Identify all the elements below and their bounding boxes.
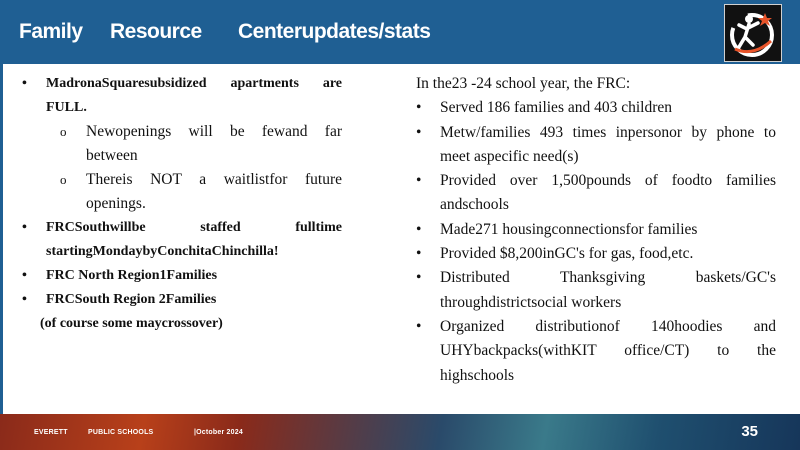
bullet-icon: • [416, 99, 422, 117]
right-bullet-7 [414, 315, 776, 388]
left-bullet-2 [20, 216, 342, 264]
bullet-icon: • [22, 268, 27, 283]
left-subbullet-1 [20, 120, 342, 168]
bullet-icon: • [22, 76, 27, 91]
bullet-icon: • [22, 292, 27, 307]
left-note: (of course some maycrossover) [40, 316, 223, 331]
left-subbullet-1-text: Newopenings will be fewand far between [86, 123, 342, 164]
circle-bullet-icon: o [60, 124, 67, 139]
left-bullet-3 [20, 264, 342, 288]
footer-org-name-2: PUBLIC SCHOOLS [88, 429, 154, 436]
left-bullet-4-text: FRCSouth Region 2Families [46, 292, 217, 307]
left-accent-rule [0, 64, 3, 414]
bullet-icon: • [416, 269, 422, 287]
bullet-icon: • [416, 123, 422, 141]
slide-header [0, 0, 800, 64]
bullet-icon: • [416, 172, 422, 190]
left-column [20, 72, 342, 336]
right-bullet-6-text: Distributed Thanksgiving baskets/GC's throughdistrictsocial workers [440, 269, 776, 311]
right-bullet-4-text: Made271 housingconnectionsfor families [440, 220, 698, 238]
left-bullet-2-text: FRCSouthwillbe staffed fulltime startingMondaybyConchitaChinchilla! [46, 220, 342, 259]
slide-title-part-3: Centerupdates/stats [238, 20, 431, 43]
right-bullet-4 [414, 218, 776, 242]
right-bullet-1 [414, 96, 776, 120]
page-number: 35 [741, 423, 758, 440]
running-figure-star-logo-icon [724, 4, 782, 62]
right-bullet-3 [414, 169, 776, 218]
right-bullet-5 [414, 242, 776, 266]
left-bullet-1 [20, 72, 342, 120]
circle-bullet-icon: o [60, 172, 67, 187]
right-bullet-2 [414, 121, 776, 170]
right-bullet-2-text: Metw/families 493 times inpersonor by phone to meet aspecific need(s) [440, 123, 776, 165]
left-bullet-1-text: MadronaSquaresubsidized apartments are FULL. [46, 76, 342, 115]
right-bullet-6 [414, 266, 776, 315]
footer-date: |October 2024 [194, 429, 243, 436]
left-subbullet-2-text: Thereis NOT a waitlistfor future openings. [86, 171, 342, 212]
bullet-icon: • [416, 317, 422, 335]
bullet-icon: • [416, 245, 422, 263]
bullet-icon: • [22, 220, 27, 235]
bullet-icon: • [416, 220, 422, 238]
left-subbullet-2 [20, 168, 342, 216]
footer-org-name-1: EVERETT [34, 429, 68, 436]
right-column [414, 72, 776, 388]
right-lead-text: In the23 -24 school year, the FRC: [416, 75, 631, 92]
right-bullet-5-text: Provided $8,200inGC's for gas, food,etc. [440, 245, 694, 263]
right-bullet-3-text: Provided over 1,500pounds of foodto families andschools [440, 172, 776, 214]
left-bullet-3-text: FRC North Region1Families [46, 268, 218, 283]
right-bullet-1-text: Served 186 families and 403 children [440, 99, 673, 117]
right-bullet-7-text: Organized distributionof 140hoodies and UHYbackpacks(withKIT office/CT) to the highschools [440, 317, 776, 384]
left-bullet-4 [20, 288, 342, 312]
slide-title-part-1: Family [19, 20, 83, 43]
slide-footer [0, 414, 800, 450]
slide-title-part-2: Resource [110, 20, 202, 43]
